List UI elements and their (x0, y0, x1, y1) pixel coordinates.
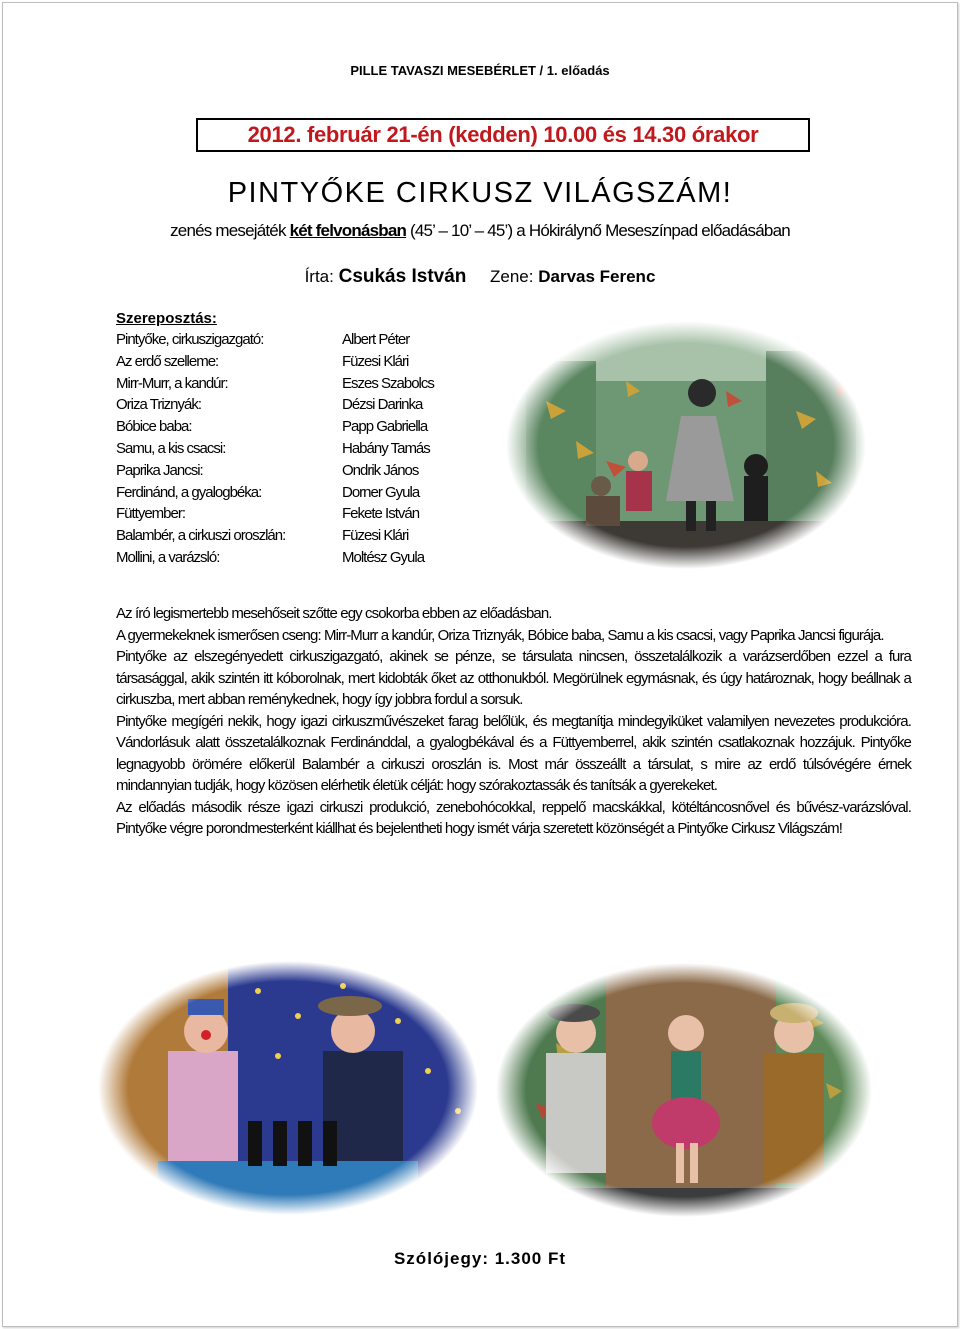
cast-row (116, 527, 434, 549)
composer-name: Darvas Ferenc (538, 267, 656, 286)
cast-actor: Dorner Gyula (342, 483, 420, 501)
cast-actor: Füzesi Klári (342, 527, 409, 545)
description-paragraph: Az előadás második része igazi cirkuszi produkció, zenebohócokkal, reppelő macskákkal, kötéltáncosnővel és bűvész-varázslóval. Pintyőke végre porondmesterként kiállhat és bejelentheti hogy ismét várja szeretett közönségét a Pintyőke Cirkusz Világszám! (116, 798, 911, 837)
cast-role: Pintyőke, cirkuszigazgató: (116, 331, 264, 348)
description-paragraph: A gyermekeknek ismerősen cseng: Mirr-Murr a kandúr, Oriza Triznyák, Bóbice baba, Samu a kis csacsi, vagy Paprika Jancsi figurája. (116, 626, 884, 644)
cast-row (116, 353, 434, 375)
cast-role: Oriza Triznyák: (116, 396, 202, 414)
author-label: Írta: (304, 267, 339, 286)
cast-list (116, 331, 434, 571)
cast-role: Mirr-Murr, a kandúr: (116, 374, 228, 392)
cast-actor: Albert Péter (342, 331, 410, 348)
composer-label: Zene: (490, 267, 539, 286)
cast-actor: Dézsi Darinka (342, 396, 423, 414)
cast-role: Balambér, a cirkuszi oroszlán: (116, 527, 286, 545)
cast-row (116, 375, 434, 397)
stage-photo-clowns (98, 961, 478, 1216)
cast-role: Az erdő szelleme: (116, 352, 219, 370)
subtitle-text-end: (45’ – 10’ – 45’) a Hókirálynő Meseszínpad előadásában (406, 221, 790, 240)
cast-row (116, 418, 434, 440)
cast-actor: Papp Gabriella (342, 418, 428, 436)
author-name: Csukás István (338, 266, 467, 287)
description (116, 603, 911, 840)
stage-photo-forest (506, 321, 866, 569)
cast-row (116, 331, 434, 353)
cast-actor: Fekete István (342, 505, 420, 523)
cast-row (116, 505, 434, 527)
flyer-page (2, 2, 958, 1327)
cast-actor: Moltész Gyula (342, 548, 425, 566)
cast-row (116, 440, 434, 462)
cast-role: Ferdinánd, a gyalogbéka: (116, 483, 262, 501)
cast-actor: Ondrik János (342, 461, 419, 479)
cast-row (116, 549, 434, 571)
description-paragraph: Az író legismertebb mesehőseit szőtte egy csokorba ebben az előadásban. (116, 605, 552, 622)
cast-row (116, 396, 434, 418)
cast-role: Samu, a kis csacsi: (116, 439, 226, 457)
cast-role: Bóbice baba: (116, 418, 192, 436)
description-paragraph: Pintyőke megígéri nekik, hogy igazi cirkuszművészeket farag belőlük, és megtanítja mindegyiküket valamilyen nevezetes produkcióra. Vándorlásuk alatt összetalálkoznak Ferdinánddal, a gyalogbékával és a Füttyemberrel, akik szintén csatlakoznak hozzájuk. Pintyőke legnagyobb örömére előkerül Balambér a cirkuszi oroszlán is. Most már összeállt a társulat, s mire az erdő túlsóvégére érnek mindannyian tudják, hogy közösen elérhetik életük célját: hogy szórakoztassák és tanítsák a gyerekeket. (116, 712, 911, 794)
cast-role: Paprika Jancsi: (116, 461, 203, 479)
cast-actor: Eszes Szabolcs (342, 374, 434, 392)
stage-photo-characters (496, 963, 872, 1218)
cast-role: Füttyember: (116, 505, 186, 523)
cast-row (116, 484, 434, 506)
cast-row (116, 462, 434, 484)
subtitle-acts: két felvonásban (289, 221, 407, 240)
cast-heading: Szereposztás: (116, 310, 217, 327)
cast-actor: Habány Tamás (342, 439, 430, 457)
season-header: PILLE TAVASZI MESEBÉRLET / 1. előadás (350, 63, 610, 78)
credits-line (3, 266, 957, 288)
subtitle-text-start: zenés mesejáték (170, 221, 290, 240)
description-paragraph: Pintyőke az elszegényedett cirkuszigazgató, akinek se pénze, se társulata nincsen, összetalálkozik a varázserdőben ezzel a fura társasággal, akik szintén itt kóborolnak, mert kidobták őket az otthonukból. Megörülnek egymásnak, és úgy határoznak, hogy beállnak a cirkuszba, mert abban reménykednek, hogy így jobbra fordul a sorsuk. (116, 648, 911, 708)
cast-role: Mollini, a varázsló: (116, 548, 220, 566)
cast-actor: Füzesi Klári (342, 352, 409, 370)
play-subtitle (3, 221, 957, 241)
performance-date: 2012. február 21-én (kedden) 10.00 és 14.30 órakor (196, 118, 810, 152)
play-title: PINTYŐKE CIRKUSZ VILÁGSZÁM! (227, 177, 733, 209)
ticket-price: Szólójegy: 1.300 Ft (393, 1249, 567, 1268)
